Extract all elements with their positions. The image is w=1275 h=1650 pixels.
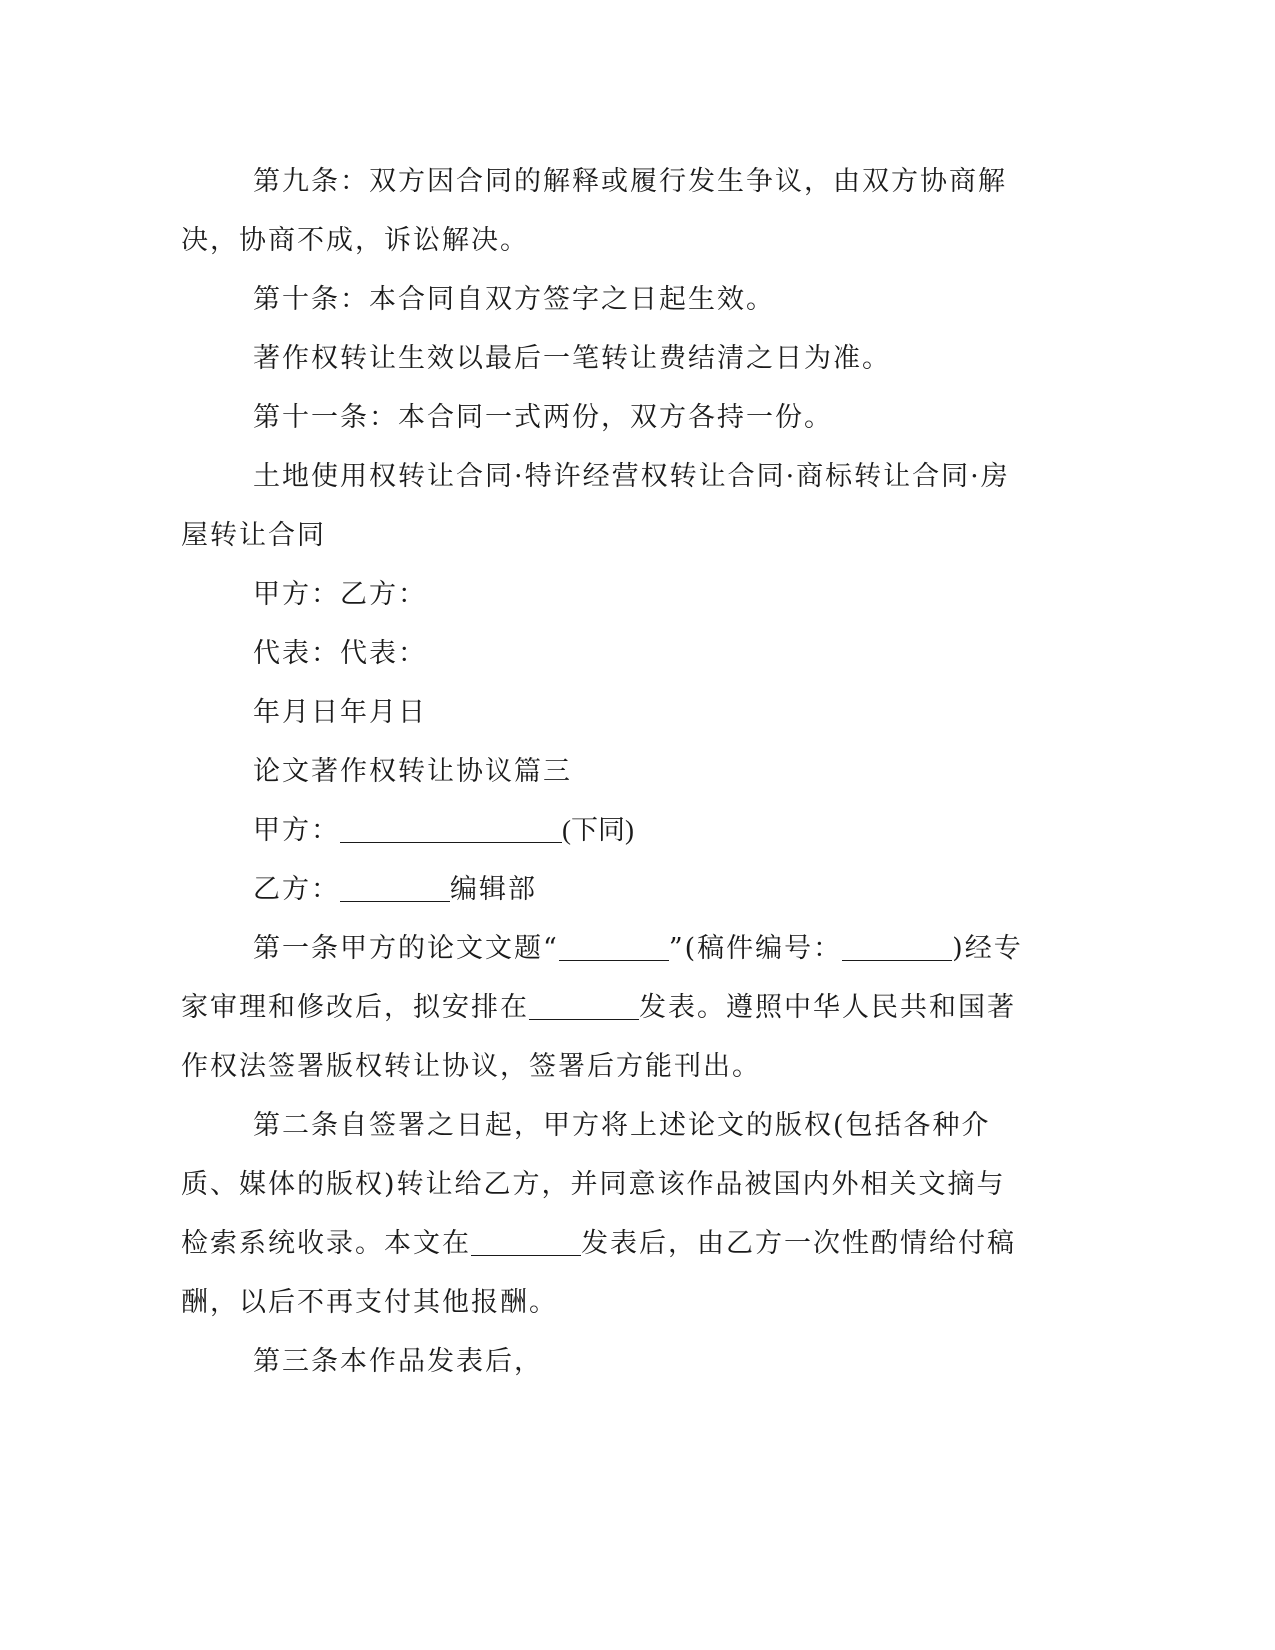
party-a-suffix: (下同) bbox=[562, 815, 634, 845]
representatives-line: 代表：代表： bbox=[253, 638, 427, 669]
article-1-text-4: 发表。遵照中华人民共和国著作权法签署版权转让协议，签署后方能刊出。 bbox=[181, 992, 1016, 1082]
article-10-note: 著作权转让生效以最后一笔转让费结清之日为准。 bbox=[253, 343, 891, 374]
article-1-text-2: ”(稿件编号： bbox=[668, 933, 843, 964]
article-1 bbox=[181, 919, 1031, 1096]
article-2-text-2: 发表后，由乙方一次性酌情给付稿酬，以后不再支付其他报酬。 bbox=[181, 1228, 1016, 1318]
party-a-line bbox=[181, 801, 1031, 860]
party-b-line bbox=[181, 860, 1031, 919]
party-b-suffix: 编辑部 bbox=[450, 874, 537, 905]
party-a-label: 甲方： bbox=[253, 815, 340, 846]
article-3: 第三条本作品发表后， bbox=[253, 1346, 543, 1377]
party-a-blank bbox=[340, 812, 562, 843]
article-11: 第十一条：本合同一式两份，双方各持一份。 bbox=[253, 402, 833, 433]
publication-blank-2 bbox=[471, 1225, 581, 1256]
dates-line: 年月日年月日 bbox=[253, 697, 427, 728]
article-2-text-1: 第二条自签署之日起，甲方将上述论文的版权(包括各种介质、媒体的版权)转让给乙方，并同意该作品被国内外相关文摘与检索系统收录。本文在 bbox=[181, 1110, 1006, 1259]
article-2 bbox=[181, 1096, 1031, 1332]
article-1-text-3: )经专家审理和修改后，拟安排在 bbox=[181, 933, 1023, 1023]
document-body bbox=[181, 152, 1031, 1391]
party-b-blank bbox=[340, 871, 450, 902]
related-contracts: 土地使用权转让合同·特许经营权转让合同·商标转让合同·房屋转让合同 bbox=[181, 461, 1010, 551]
parties-line: 甲方：乙方： bbox=[253, 579, 427, 610]
article-10: 第十条：本合同自双方签字之日起生效。 bbox=[253, 284, 775, 315]
article-9: 第九条：双方因合同的解释或履行发生争议，由双方协商解决，协商不成，诉讼解决。 bbox=[181, 166, 1007, 256]
title-blank bbox=[559, 930, 669, 961]
article-1-text-1: 第一条甲方的论文文题“ bbox=[253, 933, 559, 964]
section-title: 论文著作权转让协议篇三 bbox=[253, 756, 572, 787]
manuscript-number-blank bbox=[842, 930, 952, 961]
publication-blank bbox=[529, 989, 639, 1020]
party-b-label: 乙方： bbox=[253, 874, 340, 905]
